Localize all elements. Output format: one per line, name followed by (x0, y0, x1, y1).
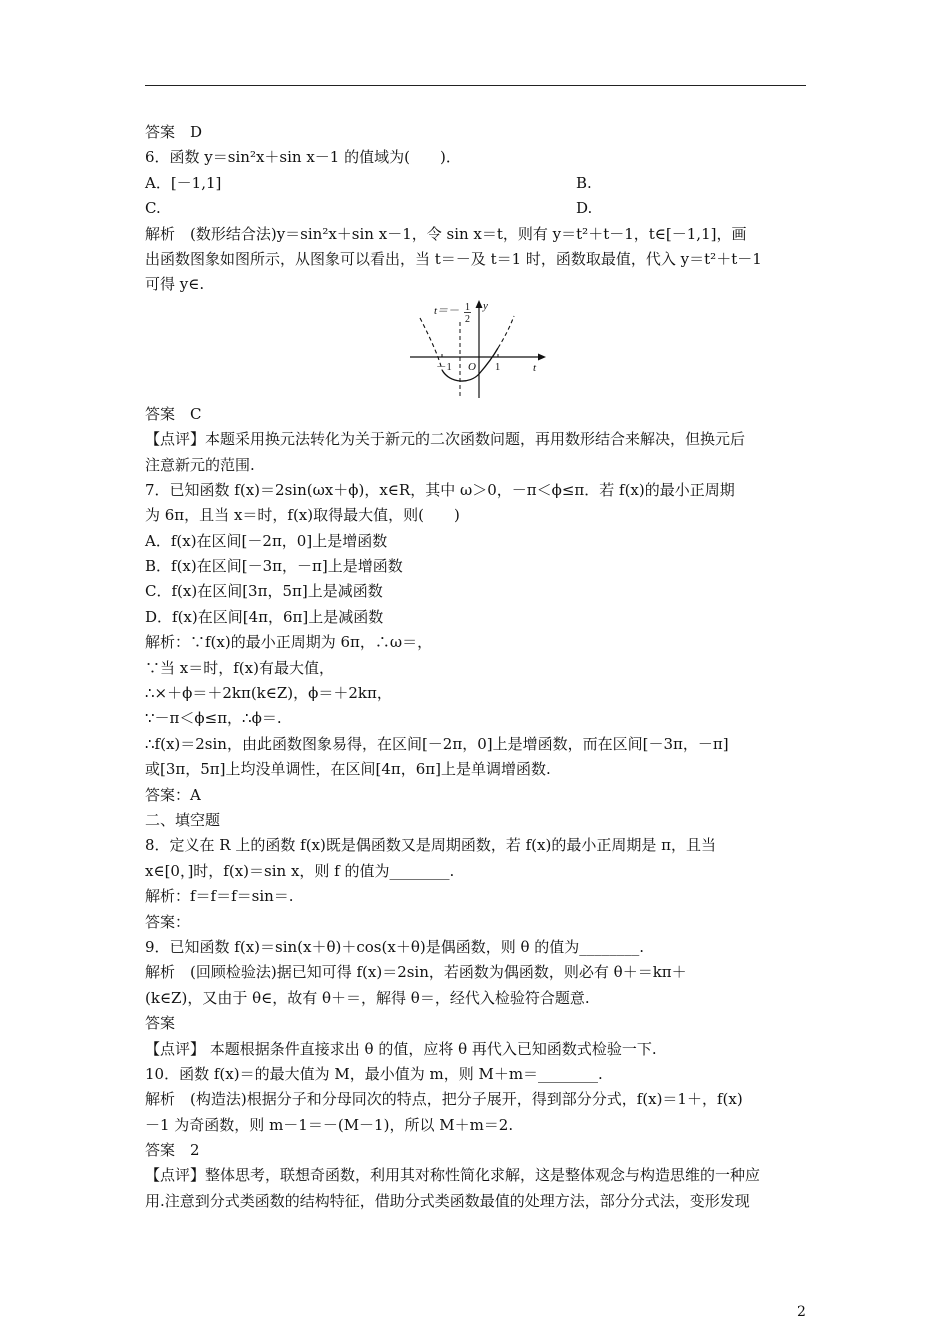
text-line: D．f(x)在区间[4π，6π]上是减函数 (145, 607, 384, 626)
text-line: 7．已知函数 f(x)＝2sin(ωx＋ϕ)，x∈R，其中 ω＞0，－π＜ϕ≤π．若 f(x)的最小正周期 (145, 480, 735, 499)
t-axis-arrow (538, 353, 546, 360)
text-line: 答案： (145, 912, 191, 931)
text-line: 用.注意到分式类函数的结构特征，借助分式类函数最值的处理方法，部分分式法，变形发现 (145, 1191, 750, 1210)
text-line: 为 6π，且当 x＝时，f(x)取得最大值，则( ) (145, 506, 460, 525)
page-content (145, 120, 807, 1214)
text-line: 答案 2 (145, 1141, 200, 1160)
text-line: 解析：f＝f＝f＝sin＝. (145, 887, 294, 906)
option-d: D. (576, 199, 593, 218)
text-line: (k∈Z)，又由于 θ∈，故有 θ＋＝，解得 θ＝，经代入检验符合题意. (145, 988, 590, 1007)
text-line: 答案 (145, 1014, 176, 1033)
analysis-line: 可得 y∈. (145, 275, 205, 294)
text-line: C．f(x)在区间[3π，5π]上是减函数 (145, 582, 383, 601)
text-line: 解析 (构造法)根据分子和分母同次的特点，把分子展开，得到部分分式，f(x)＝1＋，f(x) (145, 1090, 743, 1109)
text-line: ∵－π＜ϕ≤π，∴ϕ＝. (145, 709, 282, 728)
label-t-eq: t＝－ (434, 304, 460, 317)
text-line: 或[3π，5π]上均没单调性，在区间[4π，6π]上是单调增函数. (145, 760, 551, 779)
text-line: 解析：∵f(x)的最小正周期为 6π，∴ω＝， (145, 633, 433, 652)
text-line: －1 为奇函数，则 m－1＝－(M－1)，所以 M＋m＝2. (145, 1115, 514, 1134)
text-line: 答案：A (145, 785, 201, 804)
label-neg-one: －1 (436, 361, 452, 373)
parabola-figure (145, 298, 807, 402)
analysis-line: 解析 (数形结合法)y＝sin²x＋sin x－1，令 sin x＝t，则有 y＝t²＋t－1，t∈[－1,1]，画 (145, 224, 747, 243)
text-line: 【点评】本题采用换元法转化为关于新元的二次函数问题，再用数形结合来解决，但换元后 (145, 430, 746, 449)
text-line: B．f(x)在区间[－3π，－π]上是增函数 (145, 557, 403, 576)
text-line: ∴×＋ϕ＝＋2kπ(k∈Z)，ϕ＝＋2kπ， (145, 684, 392, 703)
text-line: 解析 (回顾检验法)据已知可得 f(x)＝2sin，若函数为偶函数，则必有 θ＋＝kπ＋ (145, 963, 687, 982)
parabola-dashed-right (498, 316, 514, 348)
text-line: x∈[0，]时，f(x)＝sin x，则 f 的值为________. (145, 861, 455, 880)
label-frac-den: 2 (465, 313, 470, 325)
page-number: 2 (797, 1304, 806, 1320)
label-frac-num: 1 (465, 301, 470, 313)
option-b: B. (576, 173, 592, 192)
label-t: t (533, 361, 537, 374)
header-rule (145, 85, 806, 86)
y-axis-arrow (476, 300, 483, 308)
text-line: 10．函数 f(x)＝的最大值为 M，最小值为 m，则 M＋m＝________. (145, 1064, 603, 1083)
text-line: 【点评】整体思考，联想奇函数，利用其对称性简化求解，这是整体观念与构造思维的一种应 (145, 1166, 761, 1185)
analysis-line: 出函数图象如图所示，从图象可以看出，当 t＝－及 t＝1 时，函数取最值，代入 y＝t²＋t－1 (145, 249, 762, 268)
text-line: 【点评】 本题根据条件直接求出 θ 的值，应将 θ 再代入已知函数式检验一下. (145, 1039, 657, 1058)
options-row-cd (145, 196, 807, 221)
text-line: 二、填空题 (145, 810, 221, 829)
question-6: 6．函数 y＝sin²x＋sin x－1 的值域为( )． (145, 148, 461, 167)
text-line: 9．已知函数 f(x)＝sin(x＋θ)＋cos(x＋θ)是偶函数，则 θ 的值为________. (145, 937, 645, 956)
option-a: A．[－1,1] (145, 173, 222, 192)
text-line: 答案 D (145, 123, 203, 141)
label-origin: O (468, 360, 476, 373)
option-c: C. (145, 199, 161, 218)
label-one: 1 (495, 361, 501, 373)
text-line: ∵当 x＝时，f(x)有最大值， (145, 658, 334, 677)
text-block (145, 402, 807, 1215)
text-line: 答案 C (145, 404, 202, 423)
label-y: y (483, 299, 488, 312)
text-line: 注意新元的范围. (145, 455, 255, 474)
text-line: ∴f(x)＝2sin，由此函数图象易得，在区间[－2π，0]上是增函数，而在区间[－3π，－π] (145, 734, 729, 753)
options-row-ab (145, 171, 807, 196)
parabola-graph (408, 298, 548, 402)
text-line: A．f(x)在区间[－2π，0]上是增函数 (145, 531, 388, 550)
text-line: 8．定义在 R 上的函数 f(x)既是偶函数又是周期函数，若 f(x)的最小正周期是 π，且当 (145, 836, 716, 855)
